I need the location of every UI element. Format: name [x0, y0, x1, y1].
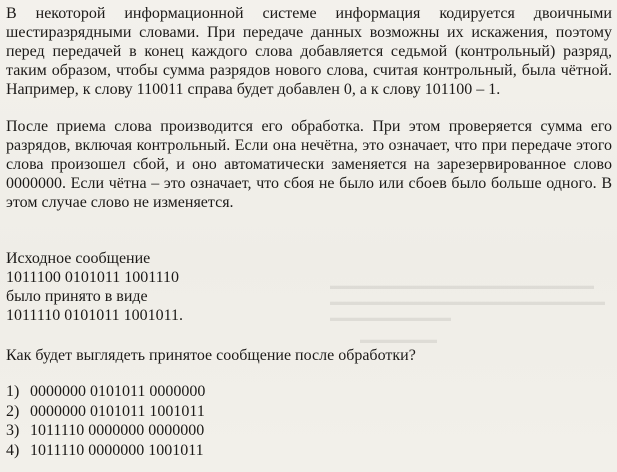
answer-options: [6, 382, 205, 460]
option-text: 0000000 0101011 1001011: [30, 402, 205, 420]
received-message-label: было принято в виде: [6, 288, 148, 305]
option-number: 1): [6, 383, 20, 400]
bleed-through-mark: ▬▬▬▬▬▬▬▬▬▬▬▬▬▬▬▬▬▬▬▬▬▬▬▬: [330, 280, 594, 292]
received-message: 1011110 0101011 1001011.: [6, 307, 184, 324]
answer-option-2[interactable]: [6, 402, 205, 422]
option-text: 0000000 0101011 0000000: [30, 383, 206, 400]
option-text: 1011110 0000000 1001011: [30, 441, 204, 459]
answer-option-4[interactable]: [6, 441, 205, 461]
problem-paragraph-encoding: В некоторой информационной системе информация кодируется двоичными шестиразрядными словами. При передаче данных возможны их искажения, поэтому перед передачей в конец каждого слова добавляется седьмой (контрольный) разряд, таким образом, чтобы сумма разрядов нового слова, считая контрольный, была чётной. Например, к слову 110011 справа будет добавлен 0, а к слову 101100 – 1.: [6, 5, 612, 98]
original-message: 1011100 0101011 1001110: [6, 269, 180, 286]
bleed-through-mark: ▬▬▬▬▬▬▬: [360, 334, 437, 346]
bleed-through-mark: ▬▬▬▬▬▬▬▬▬▬▬: [330, 312, 451, 324]
bleed-through-mark: ▬▬▬▬▬▬▬▬▬▬▬▬▬▬▬▬▬▬▬▬▬▬▬▬▬: [330, 296, 605, 308]
option-text: 1011110 0000000 0000000: [30, 422, 205, 439]
option-number: 3): [6, 422, 20, 439]
answer-option-1[interactable]: [6, 382, 205, 402]
option-number: 2): [6, 402, 20, 420]
problem-paragraph-processing: После приема слова производится его обработка. При этом проверяется сумма его разрядов, включая контрольный. Если она нечётна, это означает, что при передаче этого слова произошел сбой, и оно автоматически заменяется на зарезервированное слово 0000000. Если чётна – это означает, что сбоя не было или сбоев было больше одного. В этом случае слово не изменяется.: [6, 118, 612, 211]
question-text: Как будет выглядеть принятое сообщение после обработки?: [6, 347, 416, 364]
answer-option-3[interactable]: [6, 421, 205, 441]
original-message-label: Исходное сообщение: [6, 250, 151, 267]
option-number: 4): [6, 441, 20, 459]
